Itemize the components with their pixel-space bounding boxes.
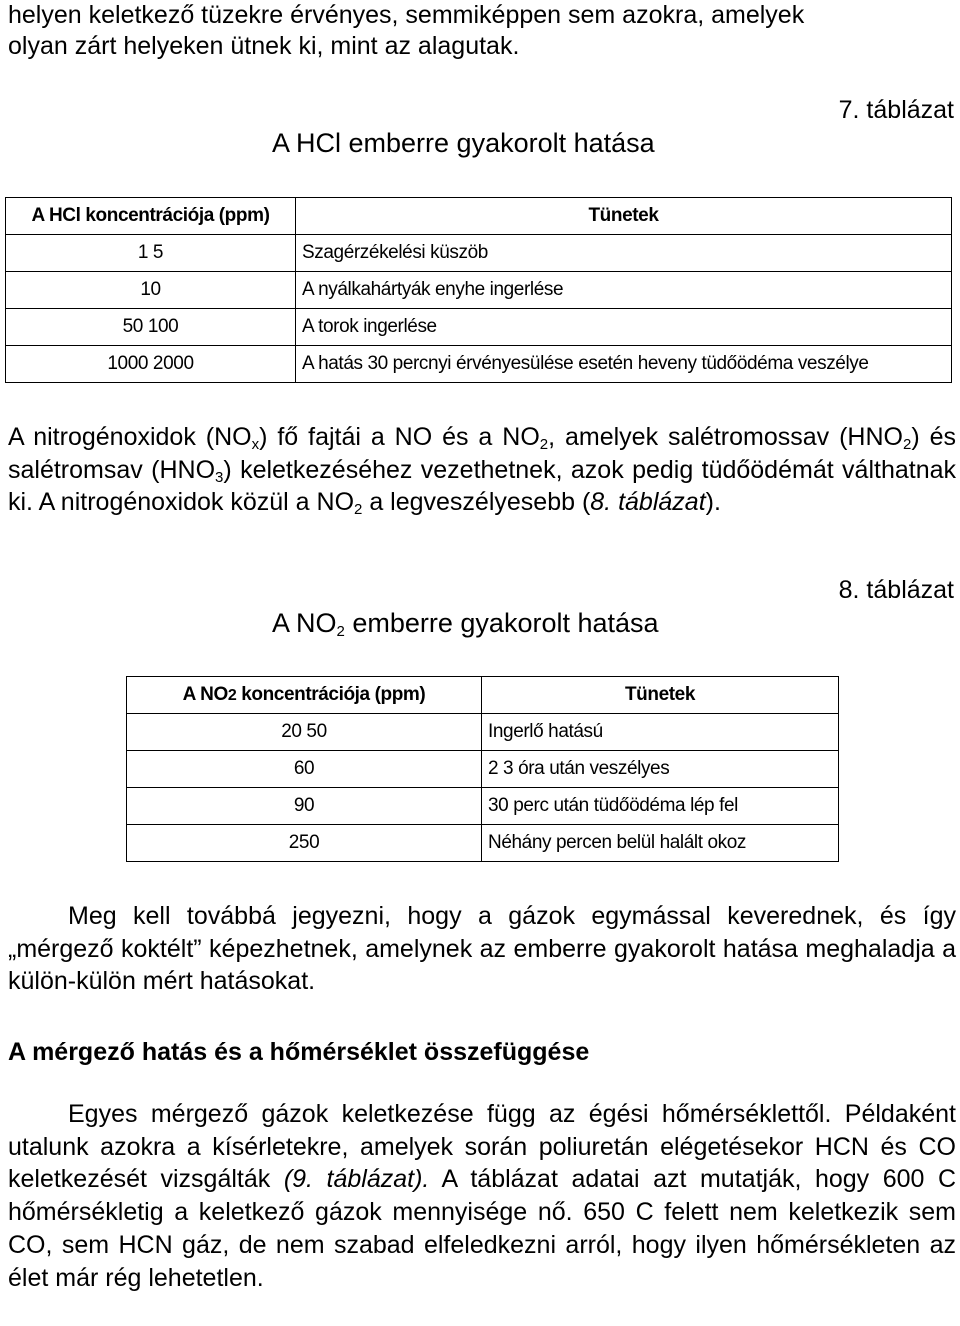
table7-caption: A HCl emberre gyakorolt hatása	[272, 128, 655, 158]
table-row	[6, 309, 952, 346]
intro-line-1: helyen keletkező tüzekre érvényes, semmiképpen sem azokra, amelyek	[8, 1, 805, 29]
table7-conc: 1 5	[6, 235, 296, 272]
temp-text-2: A táblázat adatai azt mutatják, hogy 600 C hőmérsékletig a keletkező gázok mennyisége nő. 650 C felett nem keletkezik sem CO, sem HCN gáz, de nem szabad elfeledkezni arról, hogy ilyen hőmérsékleten az élet már rég lehetetlen.	[8, 1165, 957, 1292]
nox-table-ref: 8. táblázat	[590, 488, 706, 517]
table7-symptom: A torok ingerlése	[296, 309, 952, 346]
table-row	[127, 714, 839, 751]
temp-paragraph	[8, 1098, 956, 1294]
nox-sub-3: 3	[215, 468, 224, 486]
mix-paragraph: Meg kell továbbá jegyezni, hogy a gázok egymással keverednek, és így „mérgező koktélt” képezhetnek, amelynek az emberre gyakorolt hatása meghaladja a külön-külön mért hatásokat.	[8, 902, 956, 996]
nox-text-2: ) fő fajtái a NO és a NO	[259, 423, 540, 451]
temp-table-ref: (9. táblázat).	[283, 1165, 430, 1194]
table7-header-symptom: Tünetek	[296, 198, 952, 235]
nox-text-4: ) és salétromsav (HNO	[8, 423, 956, 484]
table7-symptom: Szagérzékelési küszöb	[296, 235, 952, 272]
table8-symptom: Ingerlő hatású	[482, 714, 839, 751]
nox-text-1: A nitrogénoxidok (NO	[8, 423, 252, 451]
nox-sub-2c: 2	[354, 501, 363, 519]
table-row	[127, 825, 839, 862]
table7-conc: 50 100	[6, 309, 296, 346]
table7-symptom: A nyálkahártyák enyhe ingerlése	[296, 272, 952, 309]
table7-conc: 1000 2000	[6, 346, 296, 383]
table8-conc: 90	[127, 788, 482, 825]
table8-symptom: 30 perc után tüdőödéma lép fel	[482, 788, 839, 825]
table8-conc: 250	[127, 825, 482, 862]
nox-sub-2a: 2	[539, 436, 549, 453]
table8-header-conc-pre: A NO	[182, 684, 228, 705]
table-row	[127, 751, 839, 788]
table7-label: 7. táblázat	[838, 96, 954, 124]
nox-text-7: ).	[705, 488, 721, 517]
intro-line-2: olyan zárt helyeken ütnek ki, mint az alagutak.	[8, 32, 520, 60]
table8-header-symptom: Tünetek	[482, 677, 839, 714]
table8-header-row	[127, 677, 839, 714]
table-row	[6, 272, 952, 309]
temp-text-1: Egyes mérgező gázok keletkezése függ az égési hőmérséklettől. Példaként utalunk azokra a kísérletekre, amelyek során poliuretán elégetésekor HCN és CO keletkezését vizsgálták	[8, 1100, 956, 1194]
table8-symptom: 2 3 óra után veszélyes	[482, 751, 839, 788]
table8-header-conc-post: koncentrációja (ppm)	[236, 684, 426, 705]
nox-sub-x: x	[251, 436, 260, 453]
table-row	[127, 788, 839, 825]
nox-paragraph	[8, 421, 956, 519]
table7	[5, 197, 952, 383]
table7-header-conc: A HCl koncentrációja (ppm)	[6, 198, 296, 235]
table-row	[6, 346, 952, 383]
nox-text-5: ) keletkezéséhez vezethetnek, azok pedig tüdőödémát válthatnak ki. A nitrogénoxidok közül a NO	[8, 455, 957, 517]
nox-sub-2b: 2	[902, 436, 912, 453]
table8-caption-sub: 2	[336, 623, 345, 640]
table8-header-conc	[127, 677, 482, 714]
table8-caption-post: emberre gyakorolt hatása	[344, 608, 659, 638]
nox-text-6: a legveszélyesebb (	[362, 488, 591, 517]
table8-label: 8. táblázat	[838, 576, 954, 604]
section-title: A mérgező hatás és a hőmérséklet összefüggése	[8, 1038, 590, 1066]
table8	[126, 676, 839, 862]
table8-header-conc-sub: 2	[227, 687, 237, 704]
table-row	[6, 235, 952, 272]
table7-conc: 10	[6, 272, 296, 309]
table8-caption	[272, 608, 659, 639]
table7-header-row	[6, 198, 952, 235]
table8-conc: 60	[127, 751, 482, 788]
nox-text-3: , amelyek salétromossav (HNO	[548, 423, 903, 451]
table8-caption-pre: A NO	[272, 608, 337, 638]
table8-symptom: Néhány percen belül halált okoz	[482, 825, 839, 862]
table8-conc: 20 50	[127, 714, 482, 751]
table7-symptom: A hatás 30 percnyi érvényesülése esetén heveny tüdőödéma veszélye	[296, 346, 952, 383]
